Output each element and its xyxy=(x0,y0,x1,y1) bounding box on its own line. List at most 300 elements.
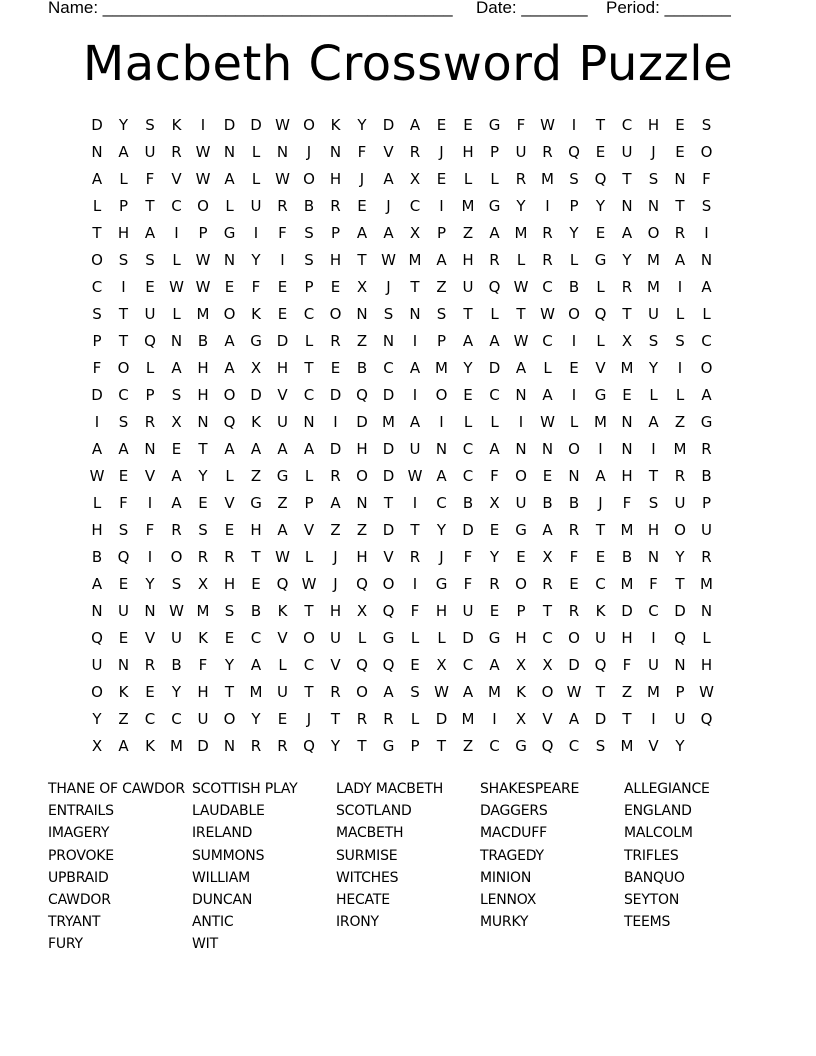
period-field[interactable]: Period: _______ xyxy=(606,0,731,17)
grid-letter[interactable]: G xyxy=(594,251,607,269)
grid-letter[interactable]: A xyxy=(303,440,315,458)
grid-letter[interactable]: E xyxy=(569,359,580,377)
grid-letter[interactable]: S xyxy=(118,413,129,431)
grid-letter[interactable]: H xyxy=(621,629,634,647)
grid-letter[interactable]: J xyxy=(333,548,339,566)
grid-letter[interactable]: V xyxy=(303,521,315,539)
grid-letter[interactable]: H xyxy=(329,251,342,269)
grid-letter[interactable]: Q xyxy=(568,143,581,161)
grid-letter[interactable]: M xyxy=(673,440,687,458)
grid-letter[interactable]: O xyxy=(700,143,713,161)
grid-letter[interactable]: L xyxy=(225,197,235,215)
grid-letter[interactable]: C xyxy=(542,278,554,296)
grid-letter[interactable]: Y xyxy=(171,683,182,701)
grid-letter[interactable]: G xyxy=(223,224,236,242)
grid-letter[interactable]: M xyxy=(408,251,422,269)
grid-letter[interactable]: V xyxy=(277,629,289,647)
grid-letter[interactable]: R xyxy=(330,683,342,701)
grid-letter[interactable]: H xyxy=(197,683,210,701)
grid-letter[interactable]: X xyxy=(515,710,527,728)
grid-letter[interactable]: N xyxy=(170,332,183,350)
grid-letter[interactable]: W xyxy=(407,467,423,485)
grid-letter[interactable]: O xyxy=(303,170,316,188)
grid-letter[interactable]: H xyxy=(647,521,660,539)
grid-letter[interactable]: G xyxy=(488,197,501,215)
grid-letter[interactable]: S xyxy=(171,575,182,593)
grid-letter[interactable]: C xyxy=(595,575,607,593)
grid-letter[interactable]: A xyxy=(462,683,474,701)
grid-letter[interactable]: H xyxy=(329,602,342,620)
grid-letter[interactable]: P xyxy=(489,143,500,161)
grid-letter[interactable]: C xyxy=(250,629,262,647)
grid-letter[interactable]: J xyxy=(651,143,657,161)
grid-letter[interactable]: Y xyxy=(145,575,156,593)
grid-letter[interactable]: G xyxy=(594,386,607,404)
grid-letter[interactable]: X xyxy=(356,278,368,296)
grid-letter[interactable]: L xyxy=(172,251,182,269)
grid-letter[interactable]: A xyxy=(409,413,421,431)
grid-letter[interactable]: W xyxy=(699,683,715,701)
grid-letter[interactable]: N xyxy=(356,305,369,323)
grid-letter[interactable]: L xyxy=(702,629,712,647)
grid-letter[interactable]: M xyxy=(700,575,714,593)
grid-letter[interactable]: O xyxy=(223,710,236,728)
grid-letter[interactable]: Z xyxy=(462,224,474,242)
grid-letter[interactable]: S xyxy=(224,602,235,620)
grid-letter[interactable]: N xyxy=(621,413,634,431)
grid-letter[interactable]: Z xyxy=(277,494,289,512)
grid-letter[interactable]: M xyxy=(488,683,502,701)
grid-letter[interactable]: L xyxy=(251,170,261,188)
grid-letter[interactable]: S xyxy=(648,332,659,350)
grid-letter[interactable]: Y xyxy=(595,197,606,215)
grid-letter[interactable]: O xyxy=(700,359,713,377)
grid-letter[interactable]: C xyxy=(144,710,156,728)
grid-letter[interactable]: L xyxy=(92,197,102,215)
grid-letter[interactable]: D xyxy=(621,602,634,620)
grid-letter[interactable]: L xyxy=(304,467,314,485)
grid-letter[interactable]: J xyxy=(306,710,312,728)
grid-letter[interactable]: A xyxy=(277,521,289,539)
grid-letter[interactable]: U xyxy=(462,278,474,296)
grid-letter[interactable]: L xyxy=(278,656,288,674)
grid-letter[interactable]: H xyxy=(197,386,210,404)
grid-letter[interactable]: U xyxy=(409,440,421,458)
grid-letter[interactable]: I xyxy=(439,197,445,215)
grid-letter[interactable]: B xyxy=(356,359,368,377)
grid-letter[interactable]: W xyxy=(566,683,582,701)
grid-letter[interactable]: P xyxy=(304,494,315,512)
grid-letter[interactable]: R xyxy=(277,197,289,215)
grid-letter[interactable]: O xyxy=(197,197,210,215)
grid-letter[interactable]: S xyxy=(304,224,315,242)
grid-letter[interactable]: W xyxy=(513,278,529,296)
grid-letter[interactable]: T xyxy=(436,737,447,755)
grid-letter[interactable]: N xyxy=(303,413,316,431)
grid-letter[interactable]: M xyxy=(461,710,475,728)
grid-letter[interactable]: L xyxy=(569,251,579,269)
grid-letter[interactable]: L xyxy=(304,332,314,350)
grid-letter[interactable]: M xyxy=(196,602,210,620)
grid-letter[interactable]: E xyxy=(675,116,686,134)
grid-letter[interactable]: I xyxy=(412,332,418,350)
grid-letter[interactable]: C xyxy=(489,386,501,404)
grid-letter[interactable]: M xyxy=(514,224,528,242)
grid-letter[interactable]: O xyxy=(170,548,183,566)
grid-letter[interactable]: Z xyxy=(674,413,686,431)
grid-letter[interactable]: O xyxy=(329,305,342,323)
grid-letter[interactable]: E xyxy=(675,143,686,161)
grid-letter[interactable]: A xyxy=(144,224,156,242)
grid-letter[interactable]: D xyxy=(329,440,342,458)
grid-letter[interactable]: R xyxy=(197,548,209,566)
grid-letter[interactable]: S xyxy=(701,197,712,215)
grid-letter[interactable]: K xyxy=(330,116,341,134)
grid-letter[interactable]: F xyxy=(569,548,579,566)
grid-letter[interactable]: O xyxy=(674,521,687,539)
date-field[interactable]: Date: _______ xyxy=(476,0,588,17)
grid-letter[interactable]: R xyxy=(568,602,580,620)
grid-letter[interactable]: F xyxy=(649,575,659,593)
grid-letter[interactable]: E xyxy=(251,575,262,593)
grid-letter[interactable]: A xyxy=(250,440,262,458)
grid-letter[interactable]: I xyxy=(571,332,577,350)
grid-letter[interactable]: D xyxy=(276,332,289,350)
grid-letter[interactable]: L xyxy=(437,629,447,647)
grid-letter[interactable]: W xyxy=(381,251,397,269)
grid-letter[interactable]: T xyxy=(304,359,315,377)
grid-letter[interactable]: Z xyxy=(621,683,633,701)
grid-letter[interactable]: E xyxy=(489,521,500,539)
grid-letter[interactable]: G xyxy=(488,116,501,134)
grid-letter[interactable]: S xyxy=(595,737,606,755)
grid-letter[interactable]: W xyxy=(540,116,556,134)
grid-letter[interactable]: F xyxy=(490,467,500,485)
grid-letter[interactable]: F xyxy=(622,656,632,674)
grid-letter[interactable]: E xyxy=(463,386,474,404)
grid-letter[interactable]: I xyxy=(545,197,551,215)
grid-letter[interactable]: C xyxy=(383,359,395,377)
grid-letter[interactable]: S xyxy=(145,116,156,134)
grid-letter[interactable]: U xyxy=(171,629,183,647)
grid-letter[interactable]: C xyxy=(462,467,474,485)
grid-letter[interactable]: I xyxy=(147,494,153,512)
grid-letter[interactable]: E xyxy=(569,575,580,593)
grid-letter[interactable]: S xyxy=(118,251,129,269)
grid-letter[interactable]: U xyxy=(277,413,289,431)
grid-letter[interactable]: M xyxy=(435,359,449,377)
grid-letter[interactable]: P xyxy=(701,494,712,512)
grid-letter[interactable]: N xyxy=(435,440,448,458)
grid-letter[interactable]: J xyxy=(386,278,392,296)
grid-letter[interactable]: P xyxy=(410,737,421,755)
grid-letter[interactable]: V xyxy=(277,386,289,404)
grid-letter[interactable]: U xyxy=(277,683,289,701)
grid-letter[interactable]: F xyxy=(145,521,155,539)
grid-letter[interactable]: G xyxy=(515,737,528,755)
grid-letter[interactable]: O xyxy=(435,386,448,404)
grid-letter[interactable]: Q xyxy=(303,737,316,755)
grid-letter[interactable]: B xyxy=(701,467,713,485)
grid-letter[interactable]: R xyxy=(701,440,713,458)
grid-letter[interactable]: O xyxy=(515,575,528,593)
grid-letter[interactable]: N xyxy=(647,548,660,566)
grid-letter[interactable]: O xyxy=(568,305,581,323)
grid-letter[interactable]: B xyxy=(462,494,474,512)
grid-letter[interactable]: G xyxy=(515,521,528,539)
grid-letter[interactable]: A xyxy=(224,170,236,188)
grid-letter[interactable]: T xyxy=(410,521,421,539)
grid-letter[interactable]: C xyxy=(171,197,183,215)
grid-letter[interactable]: V xyxy=(224,494,236,512)
grid-letter[interactable]: A xyxy=(171,359,183,377)
grid-letter[interactable]: V xyxy=(595,359,607,377)
grid-letter[interactable]: M xyxy=(196,305,210,323)
grid-letter[interactable]: C xyxy=(436,494,448,512)
grid-letter[interactable]: D xyxy=(382,467,395,485)
grid-letter[interactable]: G xyxy=(250,494,263,512)
grid-letter[interactable]: X xyxy=(409,170,421,188)
grid-letter[interactable]: R xyxy=(171,521,183,539)
grid-letter[interactable]: R xyxy=(542,224,554,242)
grid-letter[interactable]: I xyxy=(651,710,657,728)
grid-letter[interactable]: H xyxy=(462,251,475,269)
grid-letter[interactable]: N xyxy=(568,467,581,485)
grid-letter[interactable]: A xyxy=(648,413,660,431)
grid-letter[interactable]: Y xyxy=(675,548,686,566)
grid-letter[interactable]: Y xyxy=(251,251,262,269)
grid-letter[interactable]: C xyxy=(91,278,103,296)
grid-letter[interactable]: R xyxy=(568,521,580,539)
grid-letter[interactable]: N xyxy=(409,305,422,323)
grid-letter[interactable]: A xyxy=(436,251,448,269)
grid-letter[interactable]: W xyxy=(89,467,105,485)
grid-letter[interactable]: Z xyxy=(462,737,474,755)
grid-letter[interactable]: S xyxy=(145,251,156,269)
grid-letter[interactable]: P xyxy=(516,602,527,620)
grid-letter[interactable]: S xyxy=(118,521,129,539)
grid-letter[interactable]: T xyxy=(304,602,315,620)
grid-letter[interactable]: A xyxy=(489,440,501,458)
grid-letter[interactable]: U xyxy=(250,197,262,215)
grid-letter[interactable]: S xyxy=(198,521,209,539)
grid-letter[interactable]: W xyxy=(301,575,317,593)
grid-letter[interactable]: D xyxy=(329,386,342,404)
grid-letter[interactable]: Y xyxy=(675,737,686,755)
grid-letter[interactable]: D xyxy=(568,656,581,674)
grid-letter[interactable]: E xyxy=(489,602,500,620)
grid-letter[interactable]: U xyxy=(648,305,660,323)
grid-letter[interactable]: S xyxy=(92,305,103,323)
grid-letter[interactable]: L xyxy=(463,413,473,431)
grid-letter[interactable]: E xyxy=(436,116,447,134)
grid-letter[interactable]: R xyxy=(542,251,554,269)
grid-letter[interactable]: Q xyxy=(674,629,687,647)
grid-letter[interactable]: T xyxy=(648,467,659,485)
grid-letter[interactable]: A xyxy=(224,332,236,350)
grid-letter[interactable]: R xyxy=(515,170,527,188)
grid-letter[interactable]: A xyxy=(568,710,580,728)
grid-letter[interactable]: M xyxy=(647,278,661,296)
grid-letter[interactable]: O xyxy=(568,440,581,458)
grid-letter[interactable]: E xyxy=(118,629,129,647)
grid-letter[interactable]: F xyxy=(622,494,632,512)
grid-letter[interactable]: I xyxy=(439,413,445,431)
grid-letter[interactable]: H xyxy=(91,521,104,539)
grid-letter[interactable]: P xyxy=(330,224,341,242)
grid-letter[interactable]: F xyxy=(251,278,261,296)
grid-letter[interactable]: F xyxy=(119,494,129,512)
grid-letter[interactable]: A xyxy=(224,359,236,377)
grid-letter[interactable]: R xyxy=(171,143,183,161)
grid-letter[interactable]: R xyxy=(277,737,289,755)
grid-letter[interactable]: R xyxy=(330,332,342,350)
grid-letter[interactable]: O xyxy=(382,575,395,593)
grid-letter[interactable]: T xyxy=(118,332,129,350)
grid-letter[interactable]: T xyxy=(516,305,527,323)
grid-letter[interactable]: B xyxy=(91,548,103,566)
grid-letter[interactable]: D xyxy=(594,710,607,728)
grid-letter[interactable]: E xyxy=(118,467,129,485)
grid-letter[interactable]: I xyxy=(253,224,259,242)
grid-letter[interactable]: V xyxy=(330,656,342,674)
grid-letter[interactable]: F xyxy=(410,602,420,620)
grid-letter[interactable]: H xyxy=(223,575,236,593)
grid-letter[interactable]: P xyxy=(436,224,447,242)
grid-letter[interactable]: A xyxy=(674,251,686,269)
grid-letter[interactable]: E xyxy=(277,278,288,296)
grid-letter[interactable]: N xyxy=(197,413,210,431)
grid-letter[interactable]: I xyxy=(598,440,604,458)
grid-letter[interactable]: H xyxy=(462,143,475,161)
grid-letter[interactable]: U xyxy=(595,629,607,647)
grid-letter[interactable]: X xyxy=(250,359,262,377)
grid-letter[interactable]: Y xyxy=(251,710,262,728)
grid-letter[interactable]: Q xyxy=(594,170,607,188)
grid-letter[interactable]: H xyxy=(356,548,369,566)
grid-letter[interactable]: E xyxy=(198,494,209,512)
grid-letter[interactable]: W xyxy=(195,251,211,269)
grid-letter[interactable]: C xyxy=(303,656,315,674)
grid-letter[interactable]: X xyxy=(356,602,368,620)
grid-letter[interactable]: A xyxy=(118,440,130,458)
grid-letter[interactable]: V xyxy=(144,629,156,647)
grid-letter[interactable]: N xyxy=(541,440,554,458)
grid-letter[interactable]: E xyxy=(357,197,368,215)
grid-letter[interactable]: C xyxy=(118,386,130,404)
grid-letter[interactable]: R xyxy=(356,710,368,728)
grid-letter[interactable]: C xyxy=(701,332,713,350)
grid-letter[interactable]: D xyxy=(462,521,475,539)
grid-letter[interactable]: U xyxy=(674,494,686,512)
grid-letter[interactable]: Q xyxy=(488,278,501,296)
grid-letter[interactable]: W xyxy=(195,278,211,296)
grid-letter[interactable]: D xyxy=(382,386,395,404)
grid-letter[interactable]: B xyxy=(542,494,554,512)
grid-letter[interactable]: W xyxy=(275,170,291,188)
grid-letter[interactable]: I xyxy=(571,116,577,134)
grid-letter[interactable]: B xyxy=(197,332,209,350)
grid-letter[interactable]: L xyxy=(543,359,553,377)
grid-letter[interactable]: D xyxy=(382,440,395,458)
grid-letter[interactable]: M xyxy=(620,575,634,593)
grid-letter[interactable]: E xyxy=(330,278,341,296)
grid-letter[interactable]: F xyxy=(145,170,155,188)
grid-letter[interactable]: Q xyxy=(144,332,157,350)
grid-letter[interactable]: T xyxy=(595,116,606,134)
grid-letter[interactable]: C xyxy=(171,710,183,728)
grid-letter[interactable]: I xyxy=(280,251,286,269)
grid-letter[interactable]: M xyxy=(382,413,396,431)
grid-letter[interactable]: T xyxy=(145,197,156,215)
grid-letter[interactable]: L xyxy=(357,629,367,647)
grid-letter[interactable]: P xyxy=(145,386,156,404)
grid-letter[interactable]: A xyxy=(701,278,713,296)
grid-letter[interactable]: X xyxy=(489,494,501,512)
grid-letter[interactable]: A xyxy=(383,170,395,188)
grid-letter[interactable]: X xyxy=(171,413,183,431)
grid-letter[interactable]: H xyxy=(250,521,263,539)
grid-letter[interactable]: P xyxy=(569,197,580,215)
grid-letter[interactable]: A xyxy=(91,575,103,593)
grid-letter[interactable]: N xyxy=(276,143,289,161)
grid-letter[interactable]: L xyxy=(251,143,261,161)
grid-letter[interactable]: V xyxy=(648,737,660,755)
grid-letter[interactable]: O xyxy=(356,683,369,701)
grid-letter[interactable]: K xyxy=(251,305,262,323)
grid-letter[interactable]: W xyxy=(434,683,450,701)
grid-letter[interactable]: A xyxy=(542,386,554,404)
grid-letter[interactable]: E xyxy=(118,575,129,593)
grid-letter[interactable]: C xyxy=(648,602,660,620)
grid-letter[interactable]: F xyxy=(516,116,526,134)
grid-letter[interactable]: X xyxy=(542,548,554,566)
grid-letter[interactable]: S xyxy=(675,332,686,350)
grid-letter[interactable]: A xyxy=(171,467,183,485)
grid-letter[interactable]: F xyxy=(278,224,288,242)
grid-letter[interactable]: H xyxy=(117,224,130,242)
grid-letter[interactable]: S xyxy=(436,305,447,323)
grid-letter[interactable]: I xyxy=(147,548,153,566)
grid-letter[interactable]: Y xyxy=(463,359,474,377)
grid-letter[interactable]: L xyxy=(145,359,155,377)
grid-letter[interactable]: Y xyxy=(224,656,235,674)
grid-letter[interactable]: L xyxy=(675,305,685,323)
grid-letter[interactable]: T xyxy=(595,521,606,539)
grid-letter[interactable]: E xyxy=(436,170,447,188)
grid-letter[interactable]: T xyxy=(463,305,474,323)
grid-letter[interactable]: B xyxy=(568,494,580,512)
grid-letter[interactable]: M xyxy=(620,737,634,755)
grid-letter[interactable]: R xyxy=(489,251,501,269)
grid-letter[interactable]: Q xyxy=(117,548,130,566)
grid-letter[interactable]: O xyxy=(223,305,236,323)
grid-letter[interactable]: C xyxy=(409,197,421,215)
grid-letter[interactable]: O xyxy=(303,116,316,134)
grid-letter[interactable]: R xyxy=(542,575,554,593)
grid-letter[interactable]: D xyxy=(250,116,263,134)
grid-letter[interactable]: D xyxy=(250,386,263,404)
grid-letter[interactable]: W xyxy=(275,116,291,134)
grid-letter[interactable]: C xyxy=(489,737,501,755)
grid-letter[interactable]: Q xyxy=(700,710,713,728)
grid-letter[interactable]: N xyxy=(700,251,713,269)
grid-letter[interactable]: N xyxy=(223,737,236,755)
grid-letter[interactable]: N xyxy=(223,251,236,269)
grid-letter[interactable]: A xyxy=(489,656,501,674)
grid-letter[interactable]: A xyxy=(91,170,103,188)
grid-letter[interactable]: A xyxy=(91,440,103,458)
